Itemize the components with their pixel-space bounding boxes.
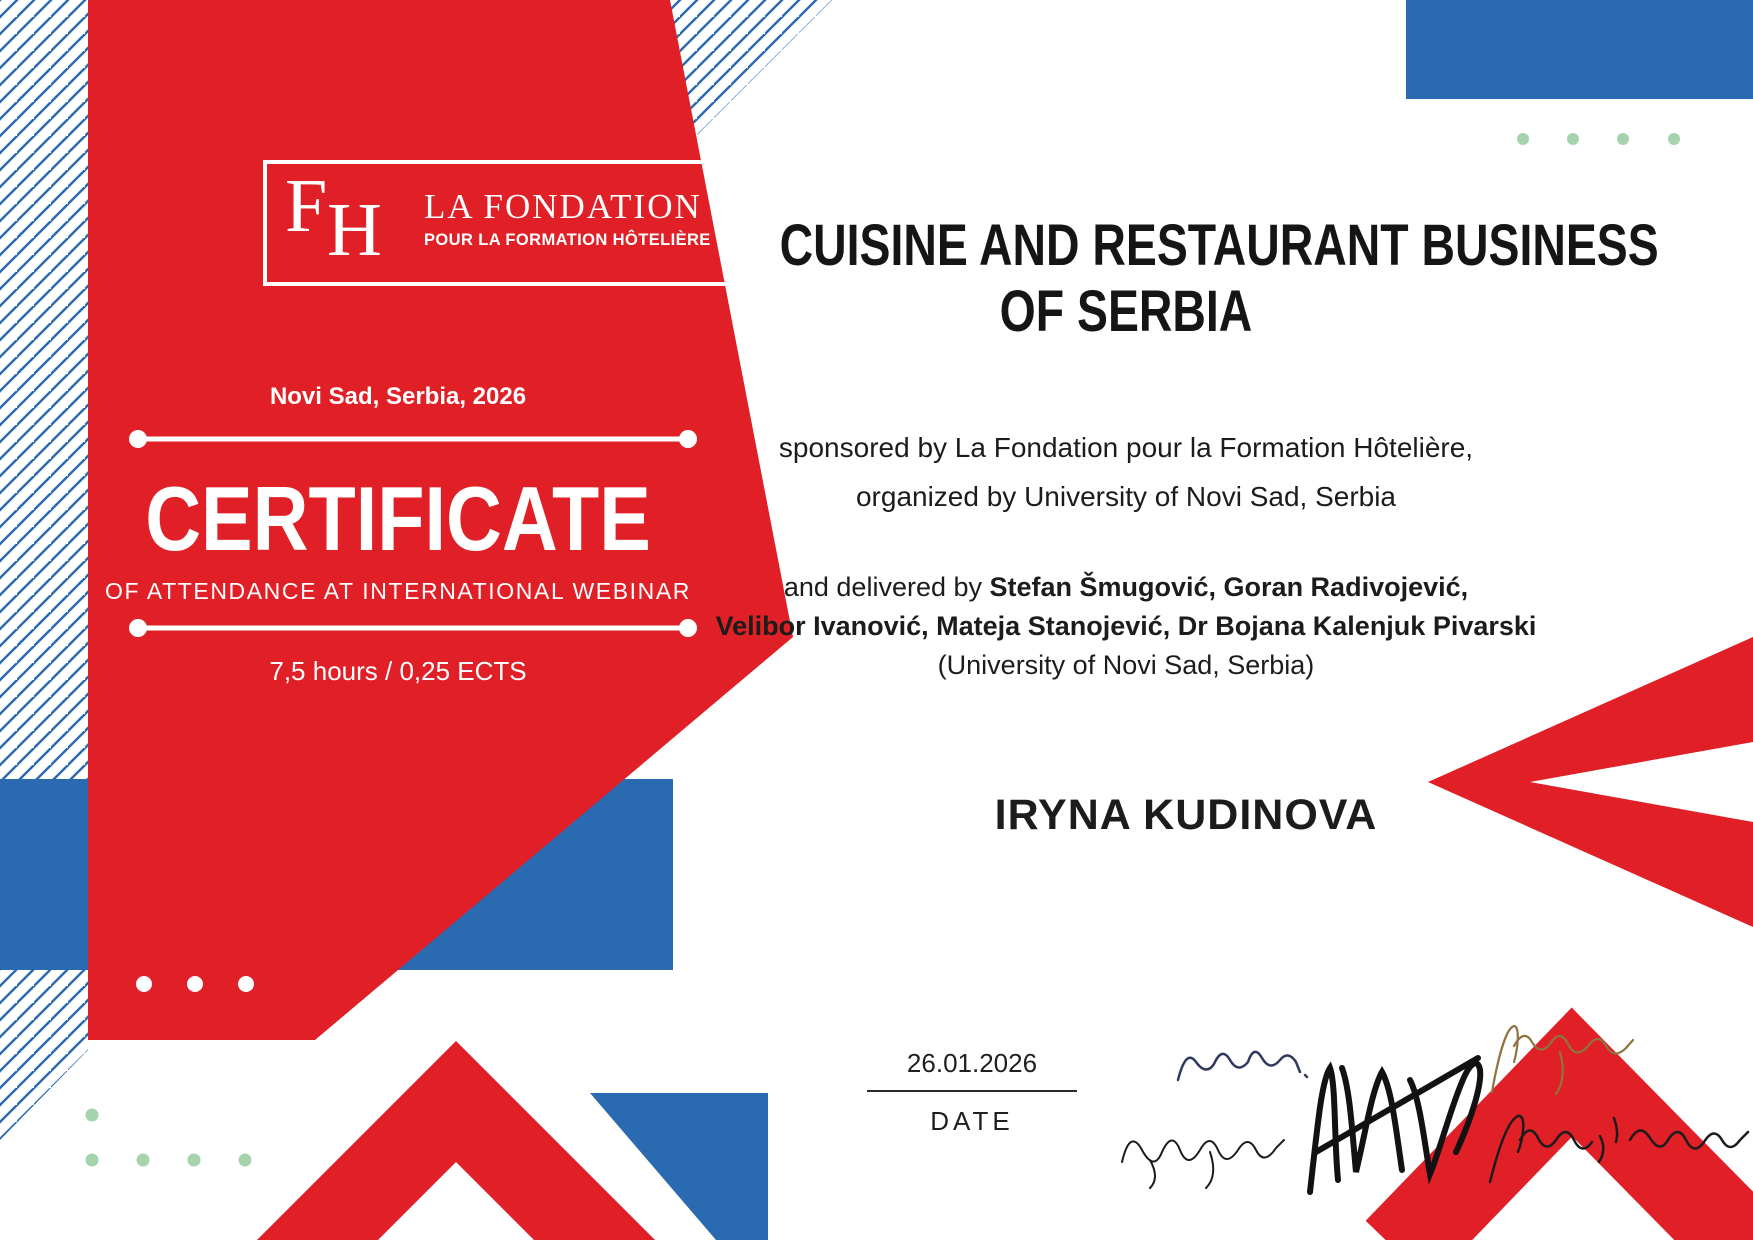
credits-line: 7,5 hours / 0,25 ECTS [269, 656, 527, 686]
date-label: DATE [930, 1106, 1014, 1136]
fh-logo-letter-f: F [285, 164, 328, 248]
foundation-name: LA FONDATION [424, 187, 702, 226]
date-block [867, 1048, 1077, 1137]
recipient-name: IRYNA KUDINOVA [994, 791, 1378, 839]
certificate-title: CERTIFICATE [145, 469, 651, 570]
fh-logo-letter-h: H [327, 188, 382, 272]
delivered-affiliation: (University of Novi Sad, Serbia) [937, 650, 1315, 680]
date-value: 26.01.2026 [906, 1048, 1038, 1078]
location-year: Novi Sad, Serbia, 2026 [269, 383, 527, 410]
certificate-subtitle: OF ATTENDANCE AT INTERNATIONAL WEBINAR [104, 578, 692, 604]
left-panel [88, 0, 711, 1240]
foundation-tagline: POUR LA FORMATION HÔTELIÈRE [424, 230, 711, 249]
webinar-title-line2: OF SERBIA [999, 279, 1253, 344]
date-rule [867, 1090, 1077, 1092]
webinar-title-line1: CUISINE AND RESTAURANT BUSINESS [779, 213, 1659, 278]
delivered-line2: Velibor Ivanović, Mateja Stanojević, Dr Bojana Kalenjuk Pivarski [715, 611, 1537, 641]
delivered-line1 [693, 572, 1559, 603]
main-content [693, 0, 1659, 1240]
delivered-prefix: and delivered by [783, 572, 990, 602]
sponsored-line: sponsored by La Fondation pour la Formation Hôtelière, [778, 432, 1474, 463]
logo-wordmark [424, 188, 711, 250]
organized-line: organized by University of Novi Sad, Serbia [855, 481, 1397, 512]
delivered-names-1: Stefan Šmugović, Goran Radivojević, [989, 572, 1469, 602]
